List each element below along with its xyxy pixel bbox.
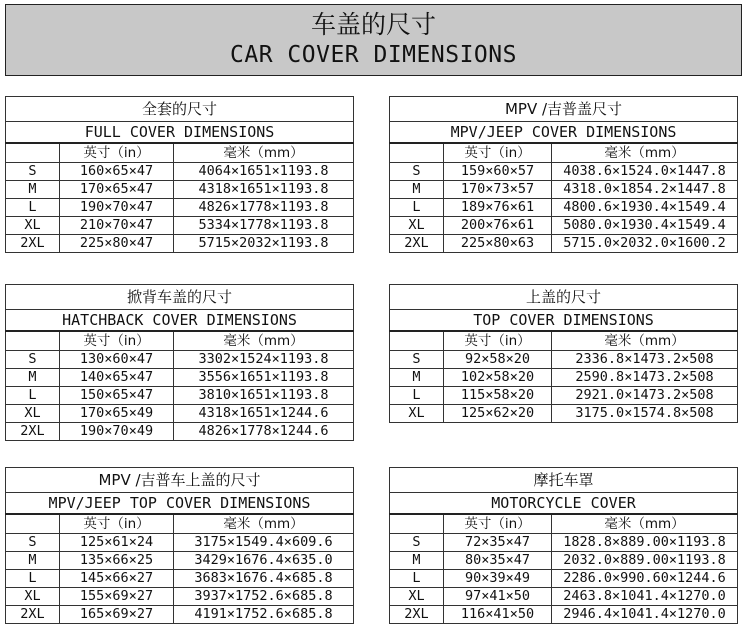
inch-header: 英寸（in） — [60, 331, 174, 351]
title-row — [6, 468, 354, 493]
mm-cell: 2032.0×889.00×1193.8 — [552, 552, 738, 570]
size-header-cell — [390, 514, 444, 534]
size-cell: M — [6, 369, 60, 387]
top-cover-table — [389, 284, 738, 423]
size-cell: XL — [390, 588, 444, 606]
mm-cell: 4800.6×1930.4×1549.4 — [552, 199, 738, 217]
column-header-row — [6, 143, 354, 163]
table-row — [390, 387, 738, 405]
inch-cell: 190×70×47 — [60, 199, 174, 217]
table-row — [390, 405, 738, 423]
inch-header: 英寸（in） — [444, 514, 552, 534]
table-row — [6, 588, 354, 606]
mm-cell: 4191×1752.6×685.8 — [174, 606, 354, 624]
mm-cell: 5715×2032×1193.8 — [174, 235, 354, 253]
size-cell: S — [390, 534, 444, 552]
size-header-cell — [6, 331, 60, 351]
mm-cell: 5334×1778×1193.8 — [174, 217, 354, 235]
table-row — [6, 423, 354, 441]
table-title-english: FULL COVER DIMENSIONS — [6, 122, 354, 144]
column-header-row — [390, 514, 738, 534]
table-title-chinese: MPV /吉普盖尺寸 — [390, 97, 738, 122]
inch-cell: 90×39×49 — [444, 570, 552, 588]
inch-cell: 130×60×47 — [60, 351, 174, 369]
inch-cell: 92×58×20 — [444, 351, 552, 369]
inch-cell: 170×73×57 — [444, 181, 552, 199]
table-row — [390, 181, 738, 199]
title-row — [390, 97, 738, 122]
size-header-cell — [390, 143, 444, 163]
size-cell: S — [6, 534, 60, 552]
table-title-english: MOTORCYCLE COVER — [390, 493, 738, 515]
inch-cell: 102×58×20 — [444, 369, 552, 387]
inch-cell: 125×61×24 — [60, 534, 174, 552]
size-cell: M — [6, 552, 60, 570]
table-row — [390, 163, 738, 181]
inch-cell: 165×69×27 — [60, 606, 174, 624]
table-title-english: HATCHBACK COVER DIMENSIONS — [6, 310, 354, 332]
table-row — [6, 217, 354, 235]
size-cell: XL — [6, 588, 60, 606]
mm-header: 毫米（mm） — [552, 331, 738, 351]
table-row — [6, 534, 354, 552]
size-header-cell — [390, 331, 444, 351]
table-row — [6, 351, 354, 369]
mpv-jeep-cover-table — [389, 96, 738, 253]
mm-cell: 3175×1549.4×609.6 — [174, 534, 354, 552]
size-cell: L — [390, 387, 444, 405]
inch-header: 英寸（in） — [444, 143, 552, 163]
title-row — [6, 285, 354, 310]
subtitle-row — [6, 122, 354, 144]
size-cell: M — [390, 181, 444, 199]
mm-cell: 3937×1752.6×685.8 — [174, 588, 354, 606]
mm-cell: 3810×1651×1193.8 — [174, 387, 354, 405]
table-row — [6, 369, 354, 387]
inch-cell: 189×76×61 — [444, 199, 552, 217]
table-row — [390, 552, 738, 570]
mm-cell: 3683×1676.4×685.8 — [174, 570, 354, 588]
table-row — [6, 405, 354, 423]
inch-cell: 97×41×50 — [444, 588, 552, 606]
title-row — [390, 468, 738, 493]
mm-cell: 3175.0×1574.8×508 — [552, 405, 738, 423]
subtitle-row — [6, 310, 354, 332]
inch-cell: 72×35×47 — [444, 534, 552, 552]
inch-cell: 116×41×50 — [444, 606, 552, 624]
motorcycle-cover-table — [389, 467, 738, 624]
size-cell: L — [390, 570, 444, 588]
size-cell: M — [390, 552, 444, 570]
inch-cell: 135×66×25 — [60, 552, 174, 570]
title-row — [390, 285, 738, 310]
mm-header: 毫米（mm） — [552, 143, 738, 163]
column-header-row — [390, 331, 738, 351]
size-cell: L — [6, 570, 60, 588]
table-title-english: MPV/JEEP COVER DIMENSIONS — [390, 122, 738, 144]
inch-cell: 80×35×47 — [444, 552, 552, 570]
size-cell: M — [390, 369, 444, 387]
inch-cell: 200×76×61 — [444, 217, 552, 235]
subtitle-row — [390, 122, 738, 144]
mm-cell: 1828.8×889.00×1193.8 — [552, 534, 738, 552]
mm-cell: 3556×1651×1193.8 — [174, 369, 354, 387]
inch-cell: 170×65×47 — [60, 181, 174, 199]
banner-title-english: CAR COVER DIMENSIONS — [230, 42, 517, 68]
table-title-chinese: 全套的尺寸 — [6, 97, 354, 122]
inch-cell: 115×58×20 — [444, 387, 552, 405]
size-cell: XL — [6, 217, 60, 235]
hatchback-cover-table — [5, 284, 354, 441]
mpv-jeep-top-cover-table — [5, 467, 354, 624]
table-title-chinese: MPV /吉普车上盖的尺寸 — [6, 468, 354, 493]
table-row — [6, 181, 354, 199]
table-title-chinese: 摩托车罩 — [390, 468, 738, 493]
banner-title-chinese: 车盖的尺寸 — [310, 10, 436, 39]
size-cell: 2XL — [6, 606, 60, 624]
table-row — [6, 199, 354, 217]
size-cell: S — [6, 163, 60, 181]
table-row — [390, 217, 738, 235]
inch-cell: 145×66×27 — [60, 570, 174, 588]
table-title-english: MPV/JEEP TOP COVER DIMENSIONS — [6, 493, 354, 515]
table-row — [390, 534, 738, 552]
table-row — [6, 606, 354, 624]
subtitle-row — [6, 493, 354, 515]
subtitle-row — [390, 310, 738, 332]
mm-header: 毫米（mm） — [174, 514, 354, 534]
mm-cell: 2921.0×1473.2×508 — [552, 387, 738, 405]
table-row — [390, 588, 738, 606]
column-header-row — [6, 514, 354, 534]
table-title-chinese: 掀背车盖的尺寸 — [6, 285, 354, 310]
table-row — [390, 369, 738, 387]
table-row — [390, 351, 738, 369]
size-header-cell — [6, 143, 60, 163]
inch-cell: 140×65×47 — [60, 369, 174, 387]
size-cell: S — [390, 351, 444, 369]
table-row — [6, 235, 354, 253]
size-cell: L — [390, 199, 444, 217]
size-cell: XL — [390, 217, 444, 235]
inch-header: 英寸（in） — [60, 143, 174, 163]
table-row — [390, 606, 738, 624]
column-header-row — [390, 143, 738, 163]
mm-cell: 2336.8×1473.2×508 — [552, 351, 738, 369]
column-header-row — [6, 331, 354, 351]
table-title-chinese: 上盖的尺寸 — [390, 285, 738, 310]
inch-cell: 225×80×47 — [60, 235, 174, 253]
mm-cell: 4318×1651×1244.6 — [174, 405, 354, 423]
inch-cell: 125×62×20 — [444, 405, 552, 423]
table-row — [6, 163, 354, 181]
size-cell: 2XL — [6, 235, 60, 253]
mm-header: 毫米（mm） — [174, 331, 354, 351]
table-row — [390, 235, 738, 253]
table-row — [390, 570, 738, 588]
subtitle-row — [390, 493, 738, 515]
size-cell: M — [6, 181, 60, 199]
table-row — [6, 387, 354, 405]
inch-header: 英寸（in） — [60, 514, 174, 534]
inch-cell: 159×60×57 — [444, 163, 552, 181]
mm-cell: 2590.8×1473.2×508 — [552, 369, 738, 387]
table-row — [390, 199, 738, 217]
mm-cell: 4826×1778×1244.6 — [174, 423, 354, 441]
title-row — [6, 97, 354, 122]
mm-cell: 4318×1651×1193.8 — [174, 181, 354, 199]
mm-cell: 4038.6×1524.0×1447.8 — [552, 163, 738, 181]
mm-cell: 2463.8×1041.4×1270.0 — [552, 588, 738, 606]
mm-cell: 2286.0×990.60×1244.6 — [552, 570, 738, 588]
size-cell: XL — [6, 405, 60, 423]
inch-cell: 150×65×47 — [60, 387, 174, 405]
size-cell: 2XL — [390, 235, 444, 253]
table-row — [6, 552, 354, 570]
table-row — [6, 570, 354, 588]
full-cover-table — [5, 96, 354, 253]
mm-cell: 4318.0×1854.2×1447.8 — [552, 181, 738, 199]
mm-cell: 5080.0×1930.4×1549.4 — [552, 217, 738, 235]
size-cell: 2XL — [390, 606, 444, 624]
size-cell: S — [390, 163, 444, 181]
table-title-english: TOP COVER DIMENSIONS — [390, 310, 738, 332]
mm-header: 毫米（mm） — [552, 514, 738, 534]
mm-cell: 4064×1651×1193.8 — [174, 163, 354, 181]
size-cell: XL — [390, 405, 444, 423]
inch-cell: 160×65×47 — [60, 163, 174, 181]
inch-header: 英寸（in） — [444, 331, 552, 351]
size-cell: L — [6, 199, 60, 217]
inch-cell: 225×80×63 — [444, 235, 552, 253]
mm-cell: 4826×1778×1193.8 — [174, 199, 354, 217]
mm-cell: 3302×1524×1193.8 — [174, 351, 354, 369]
inch-cell: 170×65×49 — [60, 405, 174, 423]
inch-cell: 210×70×47 — [60, 217, 174, 235]
size-header-cell — [6, 514, 60, 534]
mm-cell: 2946.4×1041.4×1270.0 — [552, 606, 738, 624]
mm-cell: 3429×1676.4×635.0 — [174, 552, 354, 570]
inch-cell: 190×70×49 — [60, 423, 174, 441]
size-cell: S — [6, 351, 60, 369]
inch-cell: 155×69×27 — [60, 588, 174, 606]
mm-cell: 5715.0×2032.0×1600.2 — [552, 235, 738, 253]
mm-header: 毫米（mm） — [174, 143, 354, 163]
size-cell: 2XL — [6, 423, 60, 441]
size-cell: L — [6, 387, 60, 405]
main-banner — [5, 4, 742, 76]
